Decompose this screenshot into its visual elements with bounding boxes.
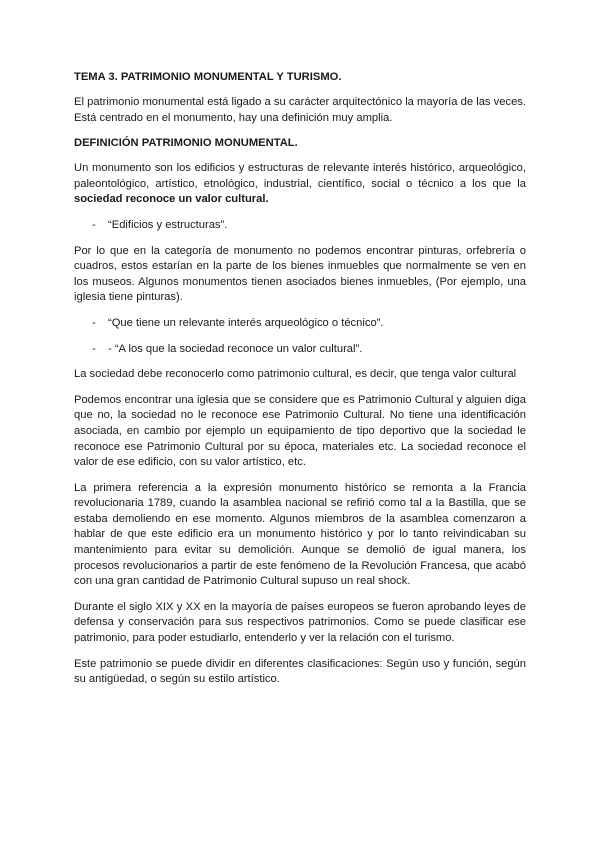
bullet-text: “Edificios y estructuras”. bbox=[108, 218, 228, 231]
siglo-paragraph: Durante el siglo XIX y XX en la mayoría de países europeos se fueron aprobando leyes de defensa y conservación para sus respectivos patrimonios. Como se puede clasificar ese patrimonio, para poder estudiarlo, entenderlo y ver la relación con el turismo. bbox=[74, 600, 526, 645]
clasificaciones-paragraph: Este patrimonio se puede dividir en diferentes clasificaciones: Según uso y función, según su antigüedad, o según su estilo artístico. bbox=[74, 657, 526, 686]
bullet-dash: - bbox=[92, 316, 96, 329]
bullet-text: “Que tiene un relevante interés arqueológico o técnico”. bbox=[108, 316, 384, 329]
bullet-item bbox=[74, 342, 526, 358]
bullet-dash: - bbox=[92, 342, 96, 355]
definition-heading: DEFINICIÓN PATRIMONIO MONUMENTAL. bbox=[74, 137, 298, 150]
definition-paragraph bbox=[74, 161, 526, 208]
categoria-paragraph: Por lo que en la categoría de monumento no podemos encontrar pinturas, orfebrería o cuadros, estos estarían en la parte de los bienes inmuebles que normalmente se ven en los museos. Algunos monumentos tienen asociados bienes inmuebles, (Por ejemplo, una iglesia tiene pinturas). bbox=[74, 244, 526, 304]
bullet-dash: - bbox=[92, 218, 96, 231]
sociedad-paragraph: La sociedad debe reconocerlo como patrimonio cultural, es decir, que tenga valor cultural bbox=[74, 368, 517, 381]
bullet-item bbox=[74, 218, 526, 234]
bullet-item bbox=[74, 316, 526, 332]
intro-paragraph: El patrimonio monumental está ligado a su carácter arquitectónico la mayoría de las veces. Está centrado en el monumento, hay una definición muy amplia. bbox=[74, 96, 526, 124]
page-title: TEMA 3. PATRIMONIO MONUMENTAL Y TURISMO. bbox=[74, 71, 342, 83]
referencia-paragraph: La primera referencia a la expresión monumento histórico se remonta a la Francia revolucionaria 1789, cuando la asamblea nacional se refirió como tal a la Bastilla, que se estaba demoliendo en ese momento. Algunos miembros de la asamblea comenzaron a hablar de que este edificio era un monumento histórico y por lo tanto reivindicaban su mantenimiento para evitar su demolición. Aunque se demolió de igual manera, los procesos revolucionarios a partir de este fenómeno de la Revolución Francesa, que acabó con una gran cantidad de Patrimonio Cultural supuso un real shock. bbox=[74, 481, 526, 588]
definition-bold-text: sociedad reconoce un valor cultural. bbox=[74, 193, 269, 206]
definition-text: Un monumento son los edificios y estructuras de relevante interés histórico, arqueológico, paleontológico, artístico, etnológico, industrial, científico, social o técnico a los que la bbox=[74, 162, 526, 190]
bullet-text: - “A los que la sociedad reconoce un valor cultural”. bbox=[108, 342, 363, 355]
iglesia-paragraph: Podemos encontrar una iglesia que se considere que es Patrimonio Cultural y alguien diga que no, la sociedad no le reconoce ese Patrimonio Cultural. No tiene una identificación asociada, en cambio por ejemplo un equipamiento de tipo deportivo que la sociedad le reconoce ese Patrimonio Cultural por su época, materiales etc. La sociedad reconoce el valor de ese edificio, con su valor artístico, etc. bbox=[74, 393, 526, 469]
